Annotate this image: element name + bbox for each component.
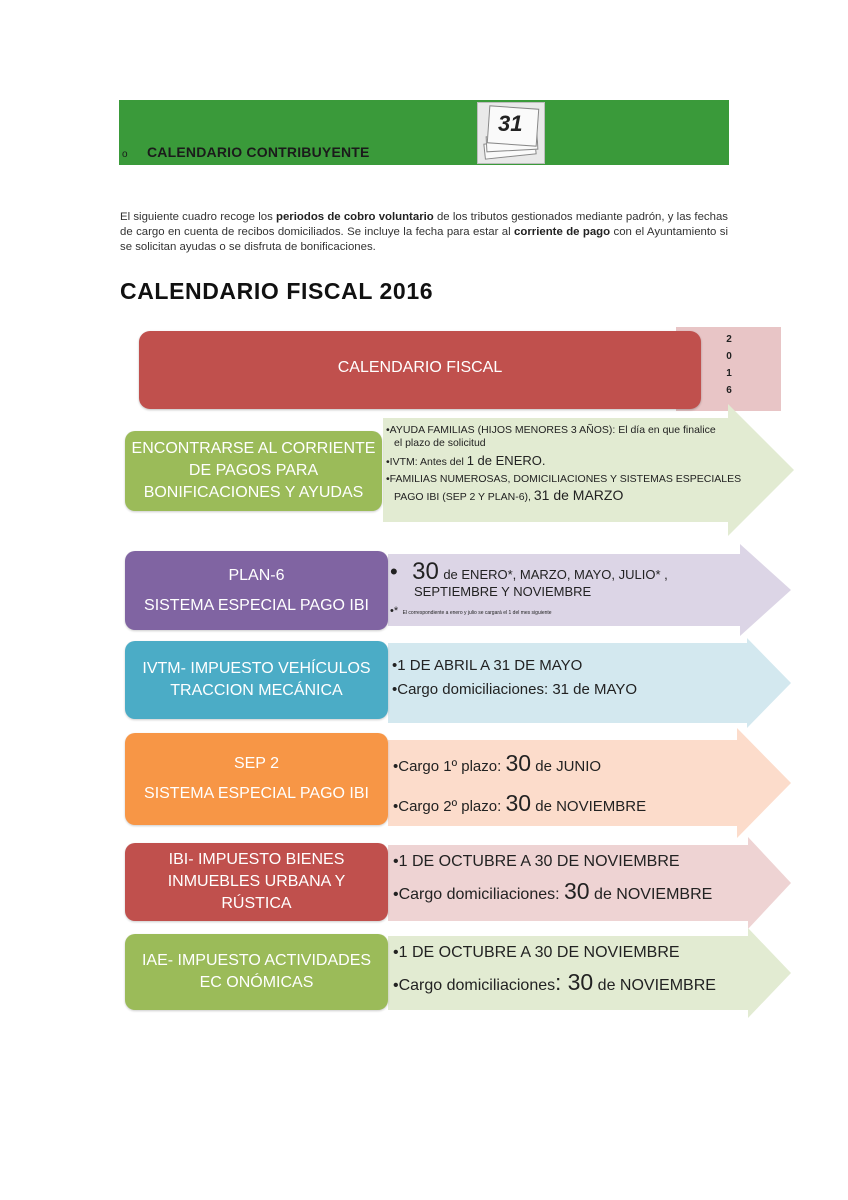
row-box-ibi: [125, 843, 388, 921]
calendar-icon-number: 31: [498, 111, 523, 136]
row-box-line: SISTEMA ESPECIAL PAGO IBI: [144, 785, 369, 802]
row-box-sep2: [125, 733, 388, 825]
row-box-line: INMUEBLES URBANA Y: [167, 873, 346, 890]
row-box-line: ENCONTRARSE AL CORRIENTE: [131, 440, 376, 457]
item-big-number: 30: [564, 878, 590, 904]
item-text: •Cargo domiciliaciones: [393, 977, 556, 994]
row-text-plan6: [390, 558, 750, 619]
row-box-line: IAE- IMPUESTO ACTIVIDADES: [141, 952, 372, 969]
item-text: SEPTIEMBRE Y NOVIEMBRE: [414, 584, 592, 599]
year-digit: 1: [726, 368, 732, 379]
row-box-line: SISTEMA ESPECIAL PAGO IBI: [144, 596, 369, 614]
item-text: de NOVIEMBRE: [531, 798, 647, 815]
calendar-icon: [477, 102, 545, 164]
calendar-header-label: CALENDARIO FISCAL: [337, 359, 503, 376]
banner-bullet: o: [122, 149, 128, 160]
item-text: •1 DE OCTUBRE A 30 DE NOVIEMBRE: [393, 853, 680, 870]
row-text-iae: [393, 940, 765, 1002]
row-box-ivtm: [125, 641, 388, 719]
item-text: •Cargo domiciliaciones:: [393, 886, 565, 903]
row-box-line: RÚSTICA: [221, 895, 292, 912]
item-text: •Cargo 1º plazo:: [393, 758, 506, 775]
row-box-plan6: [125, 551, 388, 630]
item-text: de NOVIEMBRE: [589, 886, 713, 903]
banner-title: CALENDARIO CONTRIBUYENTE: [147, 144, 370, 160]
item-date: 1 de ENERO.: [466, 453, 546, 468]
item-text: •FAMILIAS NUMEROSAS, DOMICILIACIONES Y SISTEMAS ESPECIALES: [386, 473, 742, 485]
row-text-ivtm: [392, 654, 752, 702]
item-big-number: 30: [505, 790, 532, 816]
item-text: :: [555, 970, 562, 995]
calendar-header-box: [139, 331, 701, 409]
row-box-line: PLAN-6: [228, 566, 285, 584]
page-title: CALENDARIO FISCAL 2016: [120, 278, 434, 304]
item-date: 31 de MARZO: [533, 487, 624, 503]
intro-paragraph: El siguiente cuadro recoge los periodos de cobro voluntario de los tributos gestionados mediante padrón, y las fechas de cargo en cuenta de recibos domiciliados. Se incluye la fecha para estar al corriente de pago con el Ayuntamiento si se solicitan ayudas o se disfruta de bonificaciones.: [120, 211, 729, 253]
item-text: PAGO IBI (SEP 2 Y PLAN-6),: [394, 491, 534, 503]
row-text-ibi: [393, 849, 765, 911]
year-digit: 0: [726, 351, 732, 362]
year-digit: 2: [726, 334, 732, 345]
row-box-line: DE PAGOS PARA: [188, 462, 319, 479]
item-text: •1 DE OCTUBRE A 30 DE NOVIEMBRE: [393, 944, 680, 961]
item-text: el plazo de solicitud: [394, 437, 486, 449]
item-text: de JUNIO: [531, 758, 602, 775]
item-big-number: 30: [505, 750, 532, 776]
item-bullet: •: [390, 559, 398, 584]
row-text-corriente: [386, 422, 756, 505]
item-text: •IVTM: Antes del: [386, 456, 467, 468]
row-box-iae: [125, 934, 388, 1010]
item-text: •Cargo 2º plazo:: [393, 798, 506, 815]
row-box-line: IVTM- IMPUESTO VEHÍCULOS: [142, 660, 371, 677]
item-big-number: 30: [561, 969, 594, 995]
item-text: •Cargo domiciliaciones: 31 de MAYO: [392, 681, 638, 698]
row-box-corriente: [125, 431, 382, 511]
item-big-number: 30: [412, 558, 439, 585]
row-box-line: SEP 2: [233, 755, 280, 772]
item-text: •AYUDA FAMILIAS (HIJOS MENORES 3 AÑOS): El día en que finalice: [386, 424, 716, 436]
row-box-line: BONIFICACIONES Y AYUDAS: [143, 484, 364, 501]
row-box-line: TRACCION MECÁNICA: [170, 682, 343, 699]
row-box-line: EC ONÓMICAS: [199, 974, 314, 991]
row-box-line: IBI- IMPUESTO BIENES: [168, 851, 345, 868]
item-note-marker: •*: [390, 605, 399, 617]
item-footnote: El correspondiente a enero y julio se cargará el 1 del mes siguiente: [402, 610, 552, 616]
item-text: de NOVIEMBRE: [593, 977, 716, 994]
row-text-sep2: [393, 745, 753, 825]
year-digit: 6: [726, 385, 732, 396]
item-text: de ENERO*, MARZO, MAYO, JULIO* ,: [443, 567, 668, 582]
item-text: •1 DE ABRIL A 31 DE MAYO: [392, 657, 583, 674]
